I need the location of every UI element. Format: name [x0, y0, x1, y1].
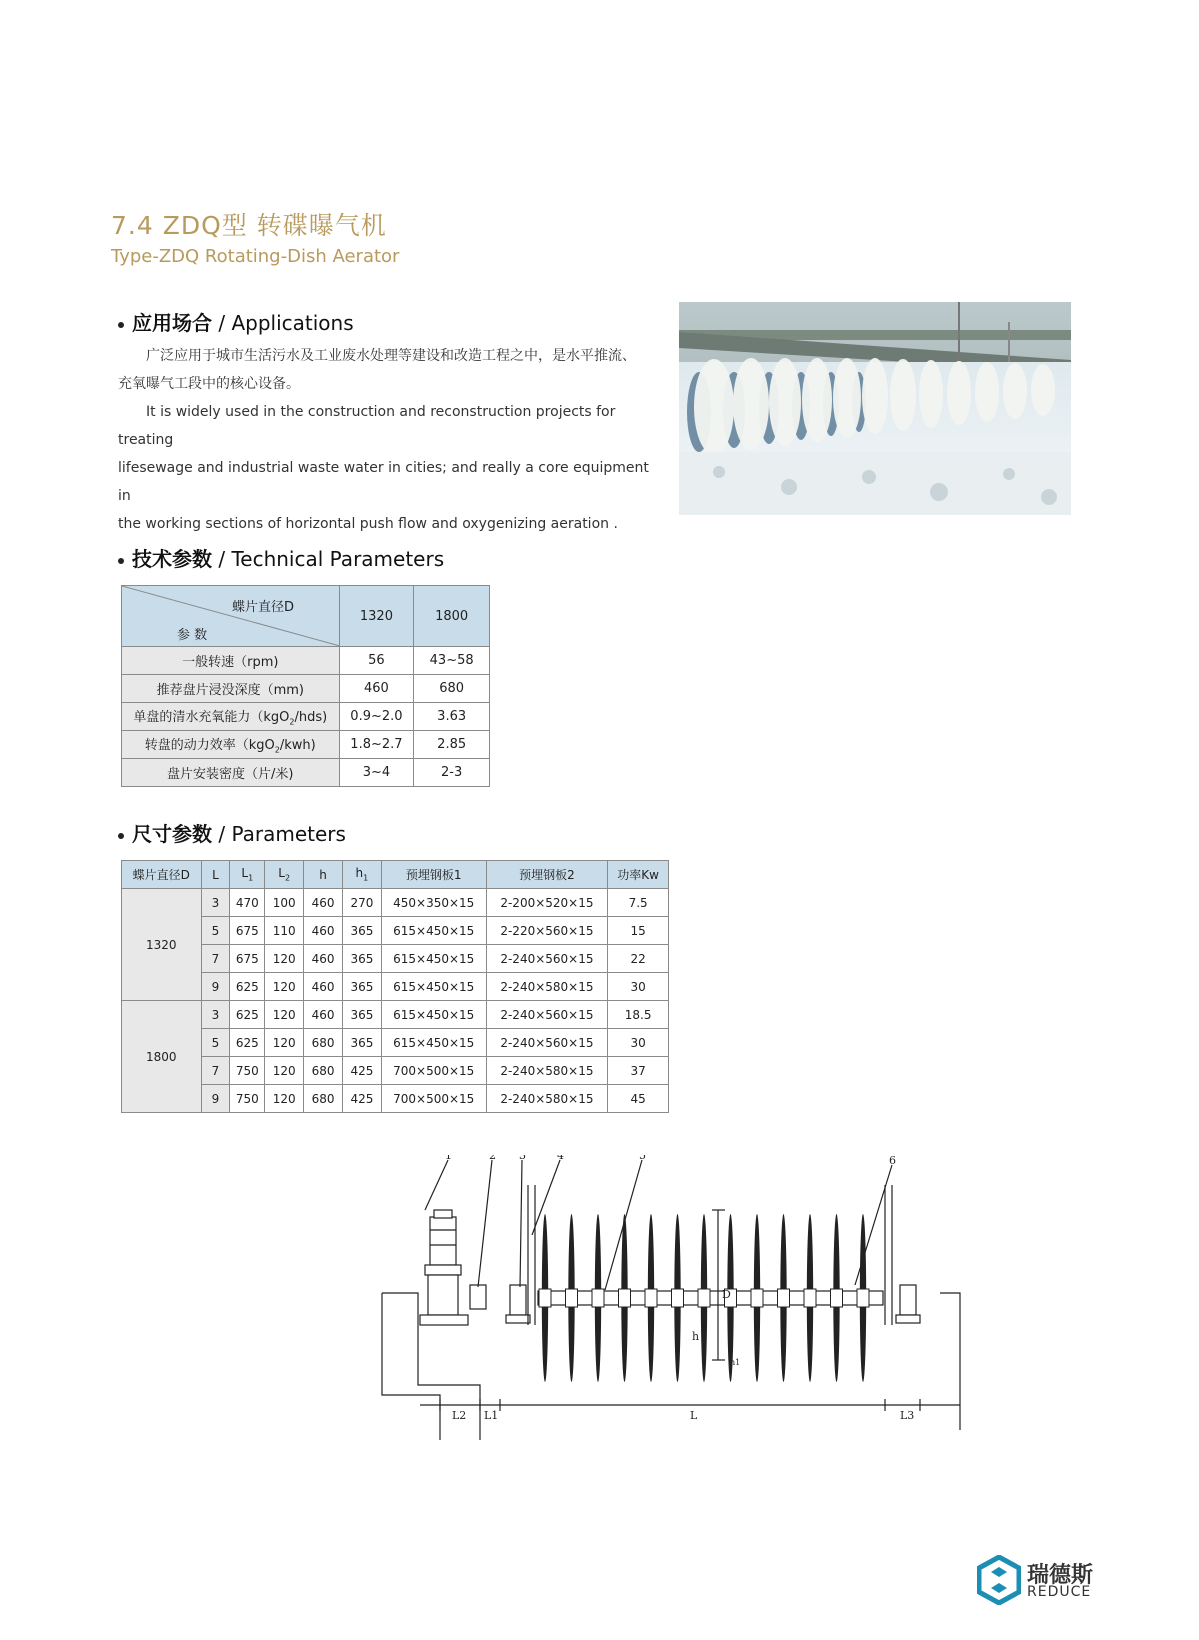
dims-header-h: h: [304, 861, 343, 889]
dims-cell: 615×450×15: [381, 945, 486, 973]
tech-cell: 43~58: [414, 647, 490, 675]
applications-text-en-1: It is widely used in the construction and reconstruction projects for treating: [118, 404, 616, 448]
dims-header-h1: [342, 861, 381, 889]
dims-cell: 2-200×520×15: [486, 889, 608, 917]
dims-cell: 700×500×15: [381, 1085, 486, 1113]
bullet-icon: [118, 322, 124, 328]
dims-cell: 615×450×15: [381, 1001, 486, 1029]
dims-row: [122, 1001, 669, 1029]
dims-cell: 425: [342, 1057, 381, 1085]
tech-row-label: 盘片安装密度（片/米): [122, 759, 340, 787]
dims-cell: 7: [201, 1057, 230, 1085]
dims-cell: 120: [265, 1029, 304, 1057]
dims-row: [122, 889, 669, 917]
disc-hub: [539, 1289, 551, 1307]
dims-cell: 2-240×580×15: [486, 1085, 608, 1113]
page-title: 7.4 ZDQ型 转碟曝气机: [111, 211, 387, 240]
tech-row-label: 推荐盘片浸没深度（mm): [122, 675, 340, 703]
disc-hub: [778, 1289, 790, 1307]
reduce-logo-icon: [977, 1555, 1021, 1609]
tech-row-label: 一般转速（rpm): [122, 647, 340, 675]
dims-cell: 7.5: [608, 889, 669, 917]
tech-cell: 56: [339, 647, 414, 675]
dims-cell: 365: [342, 917, 381, 945]
dims-cell: 3: [201, 889, 230, 917]
tech-row-label-a: 转盘的动力效率（kgO: [144, 738, 275, 754]
dims-header-kw: 功率Kw: [608, 861, 669, 889]
dims-cell: 460: [304, 945, 343, 973]
dims-cell: 675: [230, 945, 265, 973]
dims-cell: 2-240×580×15: [486, 973, 608, 1001]
dims-cell: 120: [265, 945, 304, 973]
dims-cell: 460: [304, 917, 343, 945]
applications-heading-en: / Applications: [218, 311, 354, 335]
dims-header-plate1: 预埋钢板1: [381, 861, 486, 889]
dims-cell: 5: [201, 917, 230, 945]
dims-cell: 7: [201, 945, 230, 973]
dim-D-label: D: [722, 1288, 731, 1301]
disc-hub: [592, 1289, 604, 1307]
drawing-callout: 1: [445, 1155, 452, 1162]
tech-heading: [118, 543, 444, 572]
tech-row-label-b: /hds): [294, 710, 328, 726]
dims-cell: 615×450×15: [381, 1029, 486, 1057]
dims-cell: 270: [342, 889, 381, 917]
logo-text-en: REDUCE: [1027, 1584, 1092, 1600]
dim-L-label: L: [690, 1409, 698, 1422]
disc-hub: [698, 1289, 710, 1307]
dims-cell: 120: [265, 1057, 304, 1085]
applications-text-en-3: the working sections of horizontal push flow and oxygenizing aeration .: [118, 516, 618, 532]
dims-cell: 37: [608, 1057, 669, 1085]
dims-cell: 365: [342, 1001, 381, 1029]
tech-row-label-sub: 2: [289, 717, 295, 727]
tech-row-label-sub: 2: [274, 745, 280, 755]
dims-cell: 30: [608, 1029, 669, 1057]
drawing-callout: 3: [519, 1155, 526, 1162]
dims-cell: 30: [608, 973, 669, 1001]
dims-cell: 680: [304, 1057, 343, 1085]
dims-cell: 110: [265, 917, 304, 945]
tech-corner-top: 蝶片直径D: [232, 600, 295, 615]
tech-row-label: [122, 703, 340, 731]
dims-header-h1-text: h: [355, 866, 364, 881]
dims-header-d: 蝶片直径D: [122, 861, 202, 889]
disc-hub: [857, 1289, 869, 1307]
disc-hub: [804, 1289, 816, 1307]
dims-cell: 5: [201, 1029, 230, 1057]
dims-cell: 470: [230, 889, 265, 917]
dims-row: [122, 1085, 669, 1113]
drawing-callout: 5: [639, 1155, 646, 1162]
dims-cell: 625: [230, 973, 265, 1001]
dims-header-L2: [265, 861, 304, 889]
tech-cell: 460: [339, 675, 414, 703]
logo-text-cn: 瑞德斯: [1027, 1563, 1094, 1588]
dims-header-L: L: [201, 861, 230, 889]
bullet-icon: [118, 833, 124, 839]
dims-cell: 625: [230, 1001, 265, 1029]
dims-cell: 2-220×560×15: [486, 917, 608, 945]
dims-cell: 18.5: [608, 1001, 669, 1029]
dims-cell: 365: [342, 973, 381, 1001]
dims-cell: 9: [201, 973, 230, 1001]
dims-cell: 460: [304, 973, 343, 1001]
dims-header-h1-sub: 1: [363, 873, 369, 883]
applications-heading-cn: 应用场合: [132, 311, 212, 335]
dims-cell: 365: [342, 945, 381, 973]
dim-L1-label: L1: [484, 1409, 499, 1422]
dims-cell: 120: [265, 1001, 304, 1029]
applications-text-en-2: lifesewage and industrial waste water in cities; and really a core equipment in: [118, 460, 649, 504]
dims-group-d: 1320: [122, 889, 202, 1001]
dims-cell: 120: [265, 973, 304, 1001]
dims-cell: 680: [304, 1085, 343, 1113]
dims-heading-cn: 尺寸参数: [132, 822, 212, 846]
dims-cell: 15: [608, 917, 669, 945]
disc-hub: [751, 1289, 763, 1307]
dim-h-label: h: [692, 1330, 700, 1343]
dims-cell: 615×450×15: [381, 917, 486, 945]
dims-cell: 100: [265, 889, 304, 917]
tech-corner-bottom: 参 数: [177, 628, 208, 643]
dims-cell: 365: [342, 1029, 381, 1057]
dims-header-L1-text: L: [241, 866, 249, 881]
dims-header-plate2: 预埋钢板2: [486, 861, 608, 889]
dims-cell: 3: [201, 1001, 230, 1029]
bullet-icon: [118, 558, 124, 564]
aerator-photo: [679, 302, 1071, 515]
tech-cell: 2-3: [414, 759, 490, 787]
tech-row-label: [122, 731, 340, 759]
tech-cell: 680: [414, 675, 490, 703]
tech-cell: 1.8~2.7: [339, 731, 414, 759]
drawing-callout: 6: [889, 1155, 896, 1167]
dims-cell: 625: [230, 1029, 265, 1057]
dims-cell: 120: [265, 1085, 304, 1113]
dims-cell: 615×450×15: [381, 973, 486, 1001]
dim-L2-label: L2: [452, 1409, 467, 1422]
disc-hub: [672, 1289, 684, 1307]
tech-col-1800: 1800: [414, 586, 490, 647]
tech-col-1320: 1320: [339, 586, 414, 647]
dims-cell: 425: [342, 1085, 381, 1113]
dims-cell: 460: [304, 1001, 343, 1029]
dims-cell: 45: [608, 1085, 669, 1113]
dims-row: [122, 917, 669, 945]
tech-cell: 0.9~2.0: [339, 703, 414, 731]
dims-cell: 460: [304, 889, 343, 917]
dims-row: [122, 945, 669, 973]
tech-row-label-b: /kwh): [279, 738, 316, 754]
drawing-callout: 2: [489, 1155, 496, 1162]
dims-row: [122, 973, 669, 1001]
dims-cell: 700×500×15: [381, 1057, 486, 1085]
dims-table-body: [122, 889, 669, 1113]
applications-heading: [118, 307, 354, 336]
dim-L3-label: L3: [900, 1409, 915, 1422]
dims-cell: 2-240×560×15: [486, 1029, 608, 1057]
dims-cell: 2-240×560×15: [486, 945, 608, 973]
tech-cell: 3.63: [414, 703, 490, 731]
dims-cell: 680: [304, 1029, 343, 1057]
tech-cell: 3~4: [339, 759, 414, 787]
applications-text-cn-2: 充氧曝气工段中的核心设备。: [118, 376, 300, 392]
applications-text: [118, 342, 658, 538]
disc-hub: [831, 1289, 843, 1307]
applications-text-cn-1: 广泛应用于城市生活污水及工业废水处理等建设和改造工程之中，是水平推流、: [146, 348, 636, 364]
page-subtitle: Type-ZDQ Rotating-Dish Aerator: [111, 246, 400, 267]
dims-header-L2-sub: 2: [284, 873, 291, 883]
disc-hub: [645, 1289, 657, 1307]
dims-header-L1-sub: 1: [248, 873, 254, 883]
dims-cell: 2-240×560×15: [486, 1001, 608, 1029]
dims-cell: 750: [230, 1057, 265, 1085]
tech-heading-cn: 技术参数: [132, 547, 212, 571]
dims-cell: 675: [230, 917, 265, 945]
dims-cell: 450×350×15: [381, 889, 486, 917]
aerator-drawing: [380, 1155, 965, 1444]
tech-cell: 2.85: [414, 731, 490, 759]
tech-corner-cell: [122, 586, 340, 647]
dims-cell: 2-240×580×15: [486, 1057, 608, 1085]
drawing-callout: 4: [557, 1155, 564, 1162]
dims-heading-en: / Parameters: [218, 822, 346, 846]
dims-cell: 9: [201, 1085, 230, 1113]
tech-heading-en: / Technical Parameters: [218, 547, 445, 571]
dims-row: [122, 1057, 669, 1085]
dims-group-d: 1800: [122, 1001, 202, 1113]
dims-header-L2-text: L: [278, 866, 285, 881]
disc-hub: [566, 1289, 578, 1307]
dim-h1-label: h1: [730, 1358, 741, 1367]
tech-row-label-a: 单盘的清水充氧能力（kgO: [133, 710, 290, 726]
dims-cell: 750: [230, 1085, 265, 1113]
dims-table: [121, 860, 669, 1113]
dims-row: [122, 1029, 669, 1057]
dims-header-L1: [230, 861, 265, 889]
tech-table: [121, 585, 490, 787]
dims-heading: [118, 818, 346, 847]
disc-hub: [619, 1289, 631, 1307]
dims-cell: 22: [608, 945, 669, 973]
